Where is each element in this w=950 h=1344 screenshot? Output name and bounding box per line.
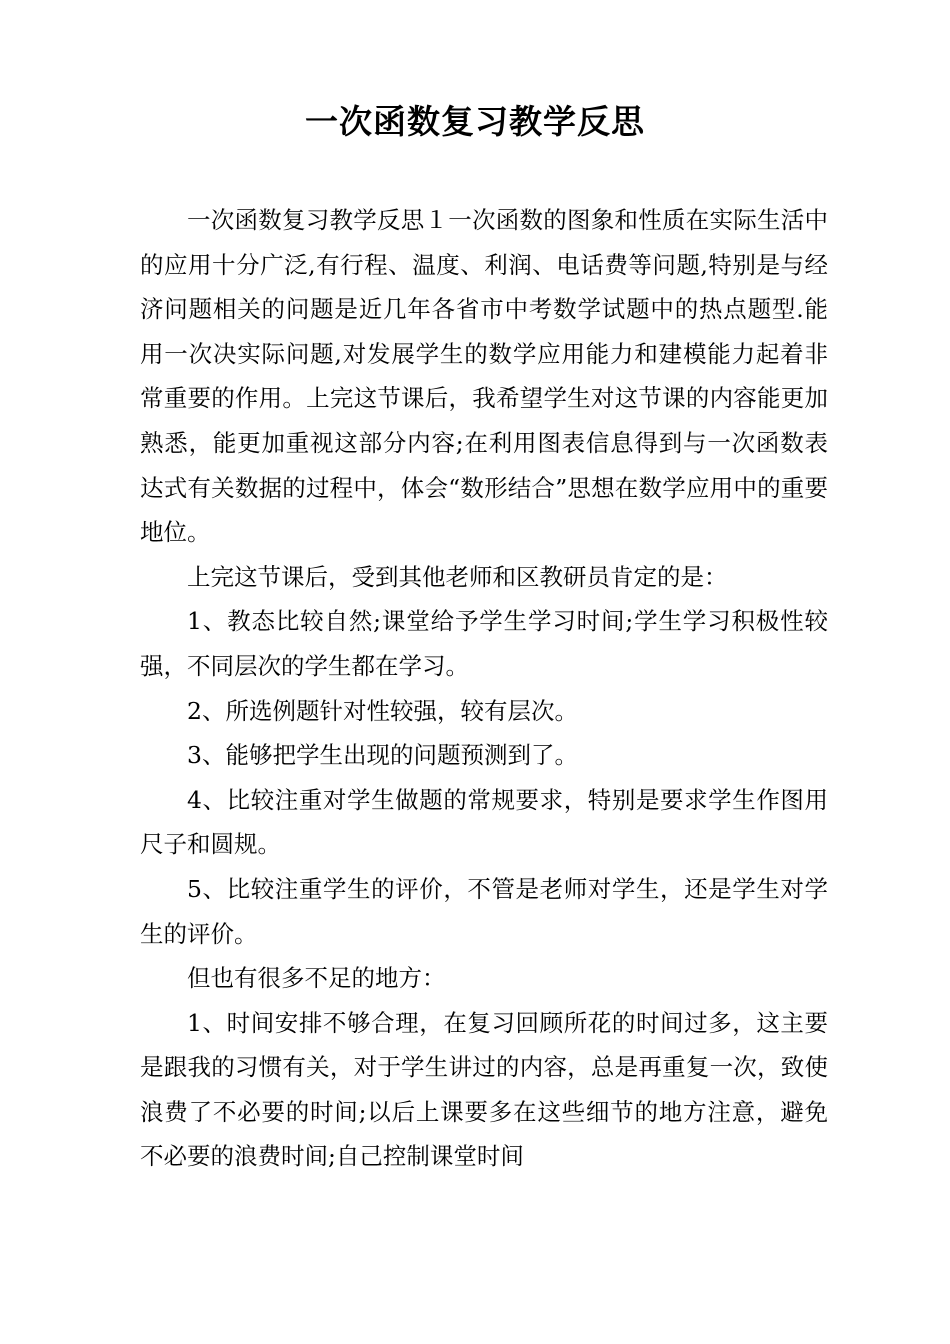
paragraph-praise-3: 3、能够把学生出现的问题预测到了。 [187, 741, 578, 770]
document-body [140, 198, 828, 1179]
paragraph-praise-1: 1、教态比较自然;课堂给予学生学习时间;学生学习积极性较强，不同层次的学生都在学习。 [140, 607, 828, 680]
paragraph-praise-5: 5、比较注重学生的评价，不管是老师对学生，还是学生对学生的评价。 [140, 874, 828, 948]
document-title: 一次函数复习教学反思 [305, 102, 645, 141]
paragraph-shortcoming-1: 1、时间安排不够合理，在复习回顾所花的时间过多，这主要是跟我的习惯有关，对于学生讲过的内容，总是再重复一次，致使浪费了不必要的时间;以后上课要多在这些细节的地方注意，避免不必要的浪费时间;自己控制课堂时间 [140, 1008, 828, 1171]
paragraph-praise-4: 4、比较注重对学生做题的常规要求，特别是要求学生作图用尺子和圆规。 [140, 785, 828, 859]
paragraph-praise-2: 2、所选例题针对性较强，较有层次。 [187, 696, 578, 725]
paragraph-intro: 一次函数复习教学反思１一次函数的图象和性质在实际生活中的应用十分广泛,有行程、温度、利润、电话费等问题,特别是与经济问题相关的问题是近几年各省市中考数学试题中的热点题型.能用一次决实际问题,对发展学生的数学应用能力和建模能力起着非常重要的作用。上完这节课后，我希望学生对这节课的内容能更加熟悉，能更加重视这部分内容;在利用图表信息得到与一次函数表达式有关数据的过程中，体会“数形结合”思想在数学应用中的重要地位。 [140, 206, 828, 547]
paragraph-shortcomings-heading: 但也有很多不足的地方： [187, 964, 446, 993]
paragraph-praise-heading: 上完这节课后，受到其他老师和区教研员肯定的是： [187, 562, 728, 591]
